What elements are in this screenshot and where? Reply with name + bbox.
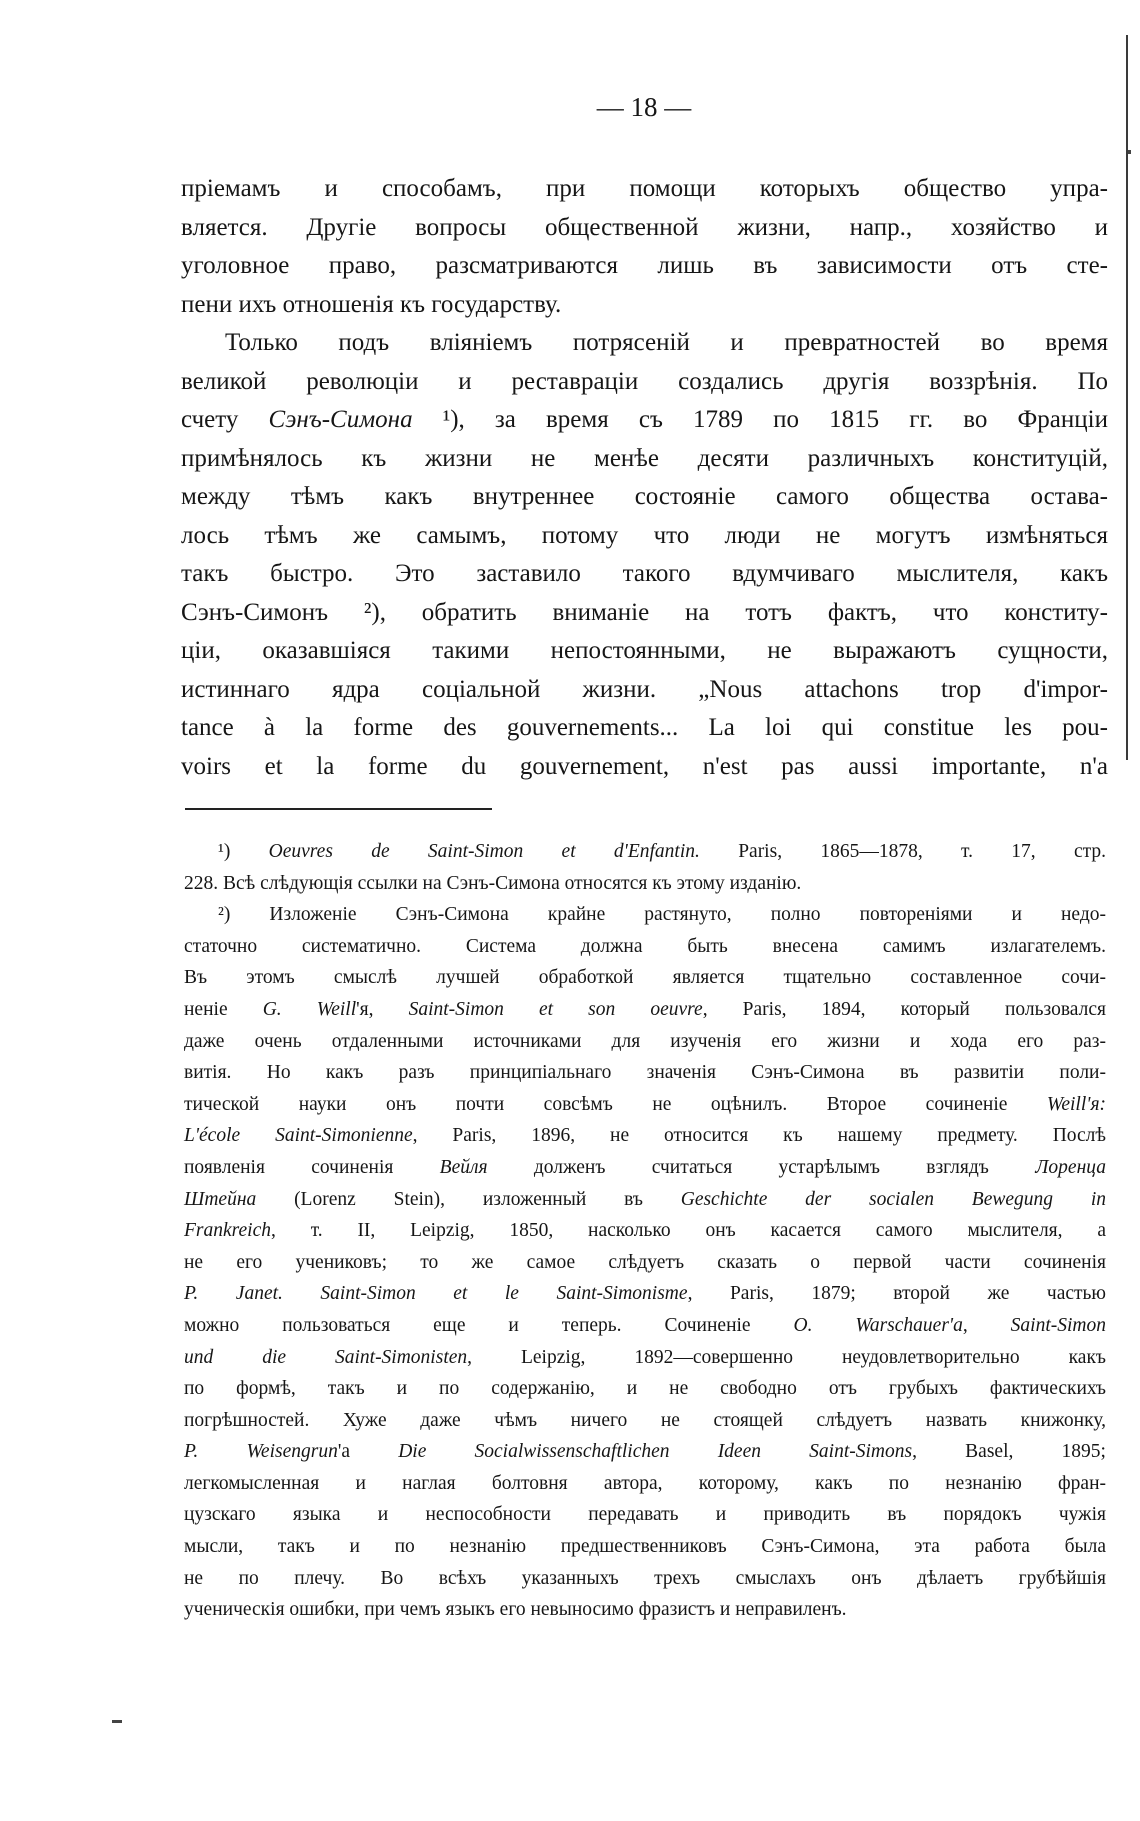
italic-text: Geschichte der socialen Bewegung in <box>680 1188 1107 1210</box>
footnote-line <box>184 1499 1106 1531</box>
text-segment: мысли, такъ и по незнанію предшественниковъ Сэнъ-Симона, эта работа была <box>184 1536 1106 1558</box>
footnote-line <box>184 1594 1106 1626</box>
footnote-line <box>184 1531 1106 1563</box>
text-segment: тической науки онъ почти совсѣмъ не оцѣнилъ. Второе сочиненіе <box>184 1093 1047 1115</box>
text-segment: , <box>962 1314 1011 1336</box>
text-segment: Сэнъ-Симонъ ²), обратить вниманіе на тотъ фактъ, что конститу- <box>181 598 1108 626</box>
italic-text: Frankreich <box>184 1220 271 1242</box>
italic-text: P. Weisengrun <box>184 1441 338 1463</box>
text-line <box>181 478 1108 517</box>
italic-text: Die Socialwissenschaftlichen Ideen Saint-Simons <box>398 1441 913 1463</box>
text-segment: даже очень отдаленными источниками для изученія его жизни и хода его раз- <box>184 1030 1106 1052</box>
italic-text: P. Janet. Saint-Simon et le Saint-Simonisme <box>184 1283 688 1305</box>
text-segment: , Basel, 1895; <box>912 1441 1106 1463</box>
italic-text: Saint-Simon et son oeuvre <box>408 998 703 1020</box>
text-segment: ¹), за время съ 1789 по 1815 гг. во Франціи <box>412 406 1108 433</box>
footnote-line <box>184 1184 1106 1216</box>
text-segment: легкомысленная и наглая болтовня автора, которому, какъ по незнанію фран- <box>184 1472 1106 1494</box>
text-segment: цузскаго языка и неспособности передавать и приводить въ порядокъ чужія <box>184 1504 1106 1526</box>
footnote-line <box>184 1436 1106 1468</box>
footnote-line <box>184 1310 1106 1342</box>
text-segment: не по плечу. Во всѣхъ указанныхъ трехъ смыслахъ онъ дѣлаетъ грубѣйшія <box>184 1567 1106 1589</box>
italic-text: Вейля <box>439 1156 488 1178</box>
text-segment: счету <box>181 406 269 433</box>
footnote-line <box>184 931 1106 963</box>
text-segment: появленія сочиненія <box>184 1156 440 1178</box>
text-segment: уголовное право, разсматриваются лишь въ зависимости отъ сте- <box>181 252 1108 279</box>
footnote-line <box>184 994 1106 1026</box>
text-line <box>181 401 1108 440</box>
text-line <box>181 517 1108 556</box>
italic-text: O. Warschauer'a <box>793 1314 963 1336</box>
text-line <box>181 209 1108 248</box>
italic-text: Лоренца <box>1035 1156 1106 1178</box>
text-segment: (Lorenz Stein), изложенный въ <box>256 1188 681 1210</box>
italic-text: G. Weill <box>262 998 357 1020</box>
main-text <box>181 170 1108 786</box>
footnote-separator <box>185 808 492 810</box>
text-line <box>181 709 1108 748</box>
footnote-line <box>184 1373 1106 1405</box>
footnote-line <box>184 868 1106 900</box>
footnote-line <box>184 1089 1106 1121</box>
text-segment: ученическія ошибки, при чемъ языкъ его невыносимо фразистъ и неправиленъ. <box>184 1599 847 1621</box>
text-segment: , Paris, 1894, который пользовался <box>702 998 1106 1020</box>
text-segment: великой революціи и реставраціи создались другія воззрѣнія. По <box>181 367 1108 395</box>
text-line <box>181 286 1108 325</box>
footnote-line <box>184 899 1106 931</box>
text-segment: погрѣшностей. Хуже даже чѣмъ ничего не стоящей слѣдуетъ назвать книжонку, <box>184 1409 1106 1431</box>
italic-text: Oeuvres de Saint-Simon et d'Enfantin. <box>268 841 700 862</box>
text-segment: , Paris, 1879; второй же частью <box>687 1283 1106 1305</box>
text-line <box>181 324 1108 363</box>
footnote-line <box>184 1247 1106 1279</box>
text-segment: вляется. Другіе вопросы общественной жизни, напр., хозяйство и <box>181 213 1108 241</box>
footnote-line <box>184 1215 1106 1247</box>
text-segment: ¹) <box>218 841 269 862</box>
footnote-line <box>184 836 1106 868</box>
footnote-line <box>184 962 1106 994</box>
footnote-line <box>184 1405 1106 1437</box>
text-segment: витія. Но какъ разъ принципіальнаго значенія Сэнъ-Симона въ развитіи поли- <box>184 1062 1106 1084</box>
text-segment: Paris, 1865—1878, т. 17, стр. <box>699 841 1106 862</box>
footnotes <box>184 836 1106 1626</box>
text-segment: tance à la forme des gouvernements... La loi qui constitue les pou- <box>181 714 1108 741</box>
scan-margin-line <box>1126 35 1128 760</box>
footnote-line <box>184 1278 1106 1310</box>
italic-text: Saint-Simon <box>1010 1314 1106 1336</box>
text-segment: пени ихъ отношенія къ государству. <box>181 290 562 318</box>
text-segment: , т. II, Leipzig, 1850, насколько онъ касается самого мыслителя, а <box>271 1220 1106 1242</box>
text-segment: ²) Изложеніе Сэнъ-Симона крайне растянуто, полно повтореніями и недо- <box>218 904 1106 926</box>
text-line <box>181 632 1108 671</box>
text-segment: Только подъ вліяніемъ потрясеній и превратностей во время <box>225 329 1108 356</box>
footnote-line <box>184 1026 1106 1058</box>
footnote-line <box>184 1468 1106 1500</box>
text-segment: Въ этомъ смыслѣ лучшей обработкой является тщательно составленное сочи- <box>184 967 1106 989</box>
text-line <box>181 440 1108 479</box>
text-line <box>181 594 1108 633</box>
page-number: — 18 — <box>596 92 692 122</box>
italic-text: L'école Saint-Simonienne <box>184 1125 413 1147</box>
text-segment: не его учениковъ; то же самое слѣдуетъ сказать о первой части сочиненія <box>184 1251 1106 1273</box>
text-segment: можно пользоваться еще и теперь. Сочиненіе <box>184 1314 794 1336</box>
text-segment: , Leipzig, 1892—совершенно неудовлетворительно какъ <box>467 1346 1106 1368</box>
text-segment: , Paris, 1896, не относится къ нашему предмету. Послѣ <box>412 1125 1106 1147</box>
italic-text: und die Saint-Simonisten <box>184 1346 468 1368</box>
text-segment: 228. Всѣ слѣдующія ссылки на Сэнъ-Симона относятся къ этому изданію. <box>184 872 802 894</box>
text-segment: ціи, оказавшіяся такими непостоянными, не выражаютъ сущности, <box>181 637 1108 664</box>
text-segment: между тѣмъ какъ внутреннее состояніе самого общества остава- <box>181 483 1108 510</box>
footnote-line <box>184 1152 1106 1184</box>
text-segment: voirs et la forme du gouvernement, n'est pas aussi importante, n'a <box>181 752 1108 780</box>
text-segment: 'я, <box>356 998 409 1020</box>
text-line <box>181 247 1108 286</box>
text-segment: долженъ считаться устарѣлымъ взглядъ <box>487 1156 1036 1178</box>
scan-speck <box>112 1720 122 1723</box>
footnote-line <box>184 1563 1106 1595</box>
italic-text: Weill'я: <box>1046 1093 1106 1115</box>
scan-speck <box>1128 150 1131 154</box>
text-line <box>181 671 1108 710</box>
text-line <box>181 363 1108 402</box>
text-segment: истиннаго ядра соціальной жизни. „Nous attachons trop d'impor- <box>181 675 1108 703</box>
italic-text: Штейна <box>184 1188 257 1210</box>
italic-text: Сэнъ-Симона <box>268 406 413 433</box>
text-segment: 'a <box>337 1441 399 1463</box>
text-line <box>181 748 1108 787</box>
footnote-line <box>184 1057 1106 1089</box>
footnote-line <box>184 1342 1106 1374</box>
text-segment: статочно систематично. Система должна быть внесена самимъ излагателемъ. <box>184 935 1106 957</box>
text-line <box>181 170 1108 209</box>
text-segment: по формѣ, такъ и по содержанію, и не свободно отъ грубыхъ фактическихъ <box>184 1378 1106 1400</box>
text-segment: примѣнялось къ жизни не менѣе десяти различныхъ конституцій, <box>181 444 1108 472</box>
text-segment: неніе <box>184 998 263 1020</box>
text-segment: такъ быстро. Это заставило такого вдумчиваго мыслителя, какъ <box>181 560 1108 587</box>
text-segment: пріемамъ и способамъ, при помощи которыхъ общество упра- <box>181 175 1108 202</box>
text-line <box>181 555 1108 594</box>
text-segment: лось тѣмъ же самымъ, потому что люди не могутъ измѣняться <box>181 521 1108 549</box>
footnote-line <box>184 1120 1106 1152</box>
